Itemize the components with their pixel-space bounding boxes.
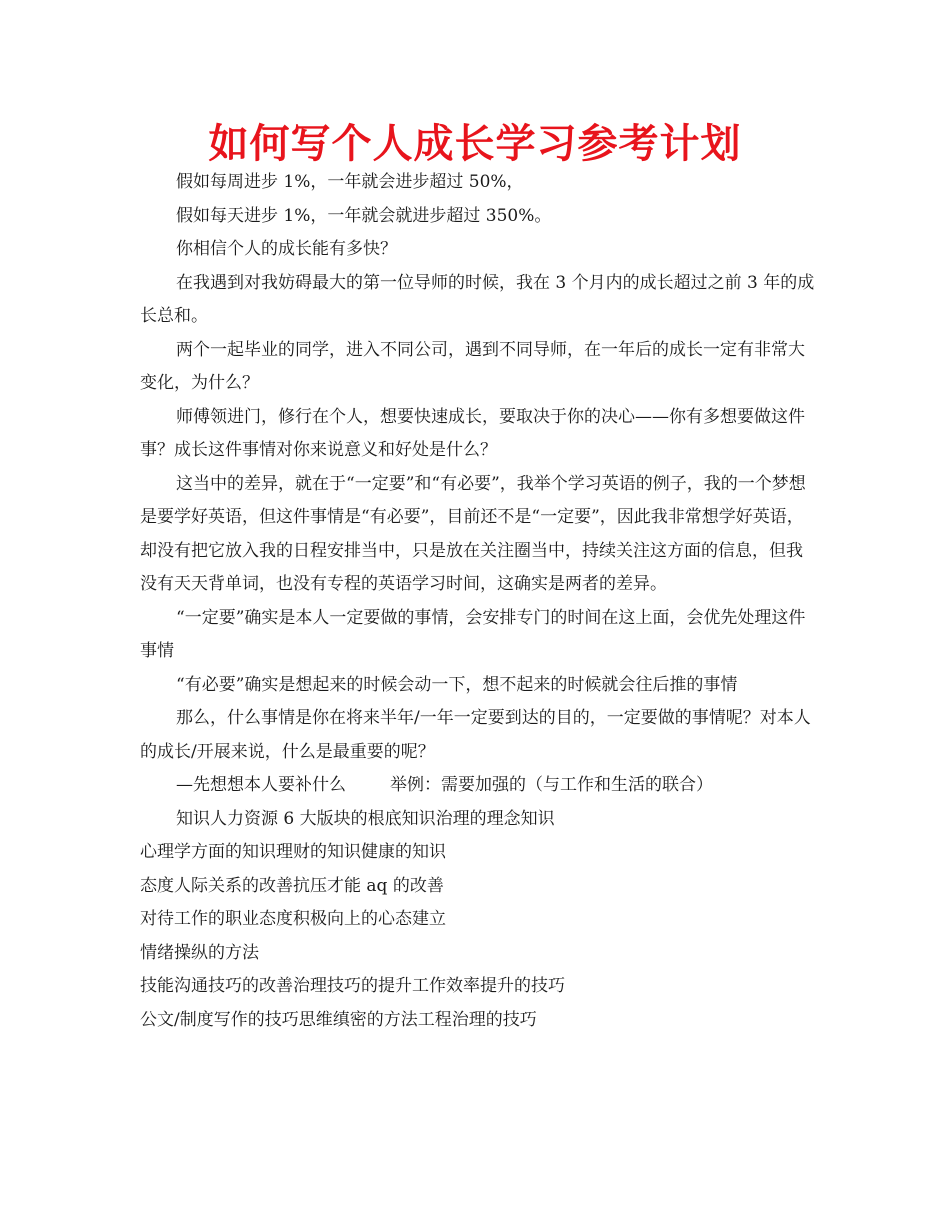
list-item: 心理学方面的知识理财的知识健康的知识 <box>140 842 446 862</box>
paragraph: 假如每周进步 1%，一年就会进步超过 50%， <box>176 172 524 192</box>
paragraph: 你相信个人的成长能有多快？ <box>176 239 397 259</box>
paragraph: 那么，什么事情是你在将来半年/一年一定要到达的目的，一定要做的事情呢？对本人的成长/开展来说，什么是最重要的呢？ <box>140 708 811 762</box>
split-line-right: 举例：需要加强的（与工作和生活的联合） <box>390 775 713 795</box>
paragraph: 假如每天进步 1%，一年就会就进步超过 350%。 <box>176 205 552 226</box>
split-line <box>140 769 815 803</box>
paragraph: 两个一起毕业的同学，进入不同公司，遇到不同导师，在一年后的成长一定有非常大变化，为什么？ <box>140 339 805 393</box>
paragraph: 在我遇到对我妨碍最大的第一位导师的时候，我在 3 个月内的成长超过之前 3 年的成长总和。 <box>140 272 815 326</box>
list-item: 情绪操纵的方法 <box>140 942 259 963</box>
paragraph: 这当中的差异，就在于“一定要”和“有必要”，我举个学习英语的例子，我的一个梦想是要学好英语，但这件事情是“有必要”，目前还不是“一定要”，因此我非常想学好英语，却没有把它放入我的日程安排当中，只是放在关注圈当中，持续关注这方面的信息，但我没有天天背单词，也没有专程的英语学习时间，这确实是两者的差异。 <box>140 473 806 594</box>
list-item: 态度人际关系的改善抗压才能 aq 的改善 <box>140 875 444 896</box>
split-line-left: —先想想本人要补什么 <box>176 775 346 795</box>
paragraph: “有必要”确实是想起来的时候会动一下，想不起来的时候就会往后推的事情 <box>176 674 738 695</box>
list-first: 知识人力资源 6 大版块的根底知识治理的理念知识 <box>176 808 555 829</box>
document-body <box>140 166 815 1037</box>
document-title: 如何写个人成长学习参考计划 <box>208 121 742 167</box>
list-item: 公文/制度写作的技巧思维缜密的方法工程治理的技巧 <box>140 1009 537 1030</box>
paragraph: 师傅领进门，修行在个人，想要快速成长，要取决于你的决心——你有多想要做这件事？成长这件事情对你来说意义和好处是什么？ <box>140 406 805 460</box>
list-item: 技能沟通技巧的改善治理技巧的提升工作效率提升的技巧 <box>140 976 565 996</box>
list-item: 对待工作的职业态度积极向上的心态建立 <box>140 909 446 929</box>
paragraph: “一定要”确实是本人一定要做的事情，会安排专门的时间在这上面，会优先处理这件事情 <box>140 607 806 661</box>
